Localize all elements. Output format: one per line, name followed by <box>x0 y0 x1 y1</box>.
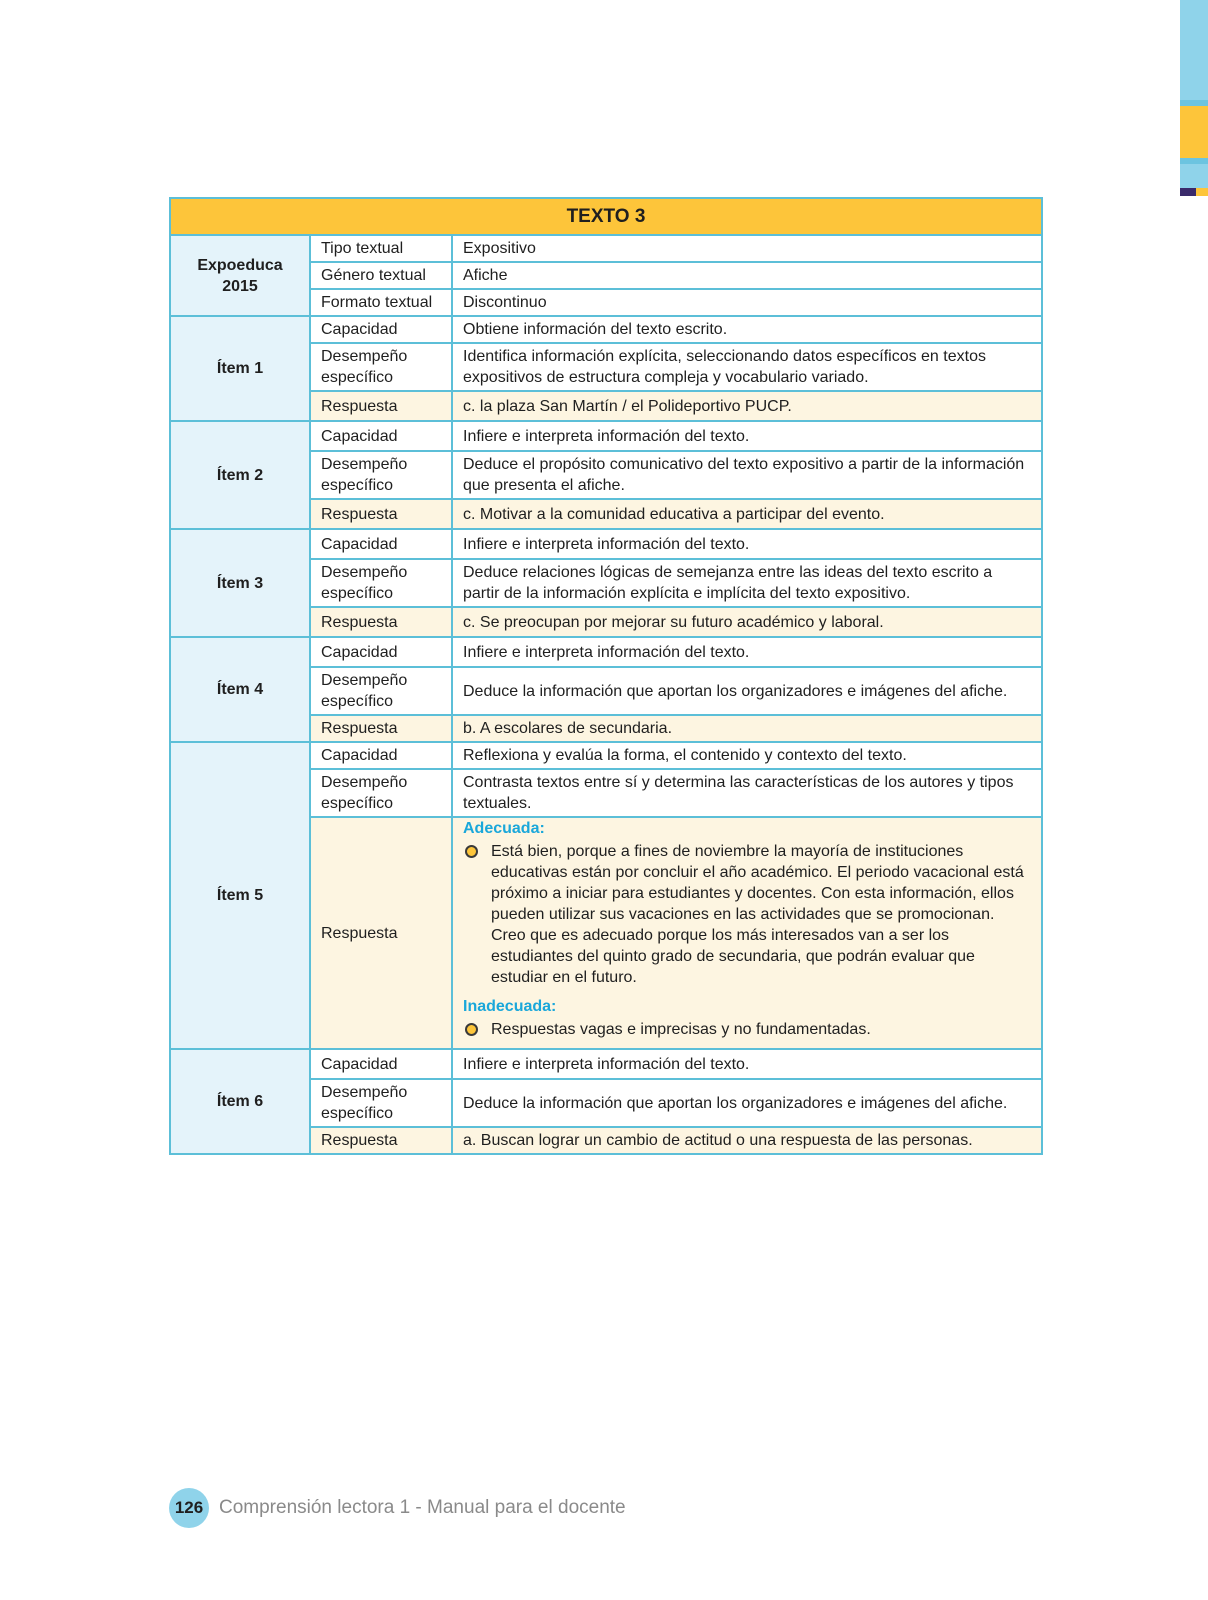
capacidad-label: Capacidad <box>310 1049 452 1079</box>
respuesta-label: Respuesta <box>310 607 452 637</box>
respuesta-label: Respuesta <box>310 817 452 1049</box>
inadecuada-text: Respuestas vagas e imprecisas y no fundamentadas. <box>491 1021 871 1038</box>
desempeno-value: Contrasta textos entre sí y determina las características de los autores y tipos textuales. <box>452 769 1042 817</box>
adecuada-title: Adecuada: <box>463 820 545 837</box>
page-number: 126 <box>169 1488 209 1528</box>
respuesta-value: c. Motivar a la comunidad educativa a participar del evento. <box>452 499 1042 529</box>
desempeno-label: Desempeño específico <box>310 769 452 817</box>
capacidad-value: Infiere e interpreta información del texto. <box>452 1049 1042 1079</box>
desempeno-value: Deduce el propósito comunicativo del texto expositivo a partir de la información que presenta el afiche. <box>452 451 1042 499</box>
adecuada-list <box>463 841 1031 988</box>
answer-key-table <box>169 197 1043 1155</box>
edge-decoration <box>1196 188 1208 196</box>
edge-decoration <box>1180 0 1208 100</box>
desempeno-value: Deduce la información que aportan los organizadores e imágenes del afiche. <box>452 1079 1042 1127</box>
respuesta-value: c. la plaza San Martín / el Polideportivo PUCP. <box>452 391 1042 421</box>
capacidad-value: Obtiene información del texto escrito. <box>452 316 1042 343</box>
item-5-label: Ítem 5 <box>170 742 310 1049</box>
respuesta-label: Respuesta <box>310 499 452 529</box>
footer-title: Comprensión lectora 1 - Manual para el docente <box>219 1497 626 1518</box>
item-6-label: Ítem 6 <box>170 1049 310 1154</box>
desempeno-value: Identifica información explícita, seleccionando datos específicos en textos expositivos de estructura compleja y vocabulario variado. <box>452 343 1042 391</box>
desempeno-label: Desempeño específico <box>310 667 452 715</box>
meta-label: Tipo textual <box>310 235 452 262</box>
capacidad-label: Capacidad <box>310 637 452 667</box>
desempeno-label: Desempeño específico <box>310 1079 452 1127</box>
respuesta-value: a. Buscan lograr un cambio de actitud o una respuesta de las personas. <box>452 1127 1042 1154</box>
capacidad-label: Capacidad <box>310 316 452 343</box>
meta-label: Formato textual <box>310 289 452 316</box>
meta-value: Discontinuo <box>452 289 1042 316</box>
meta-label: Género textual <box>310 262 452 289</box>
meta-value: Afiche <box>452 262 1042 289</box>
capacidad-label: Capacidad <box>310 742 452 769</box>
inadecuada-list <box>463 1019 1031 1040</box>
desempeno-value: Deduce relaciones lógicas de semejanza entre las ideas del texto escrito a partir de la información explícita e implícita del texto expositivo. <box>452 559 1042 607</box>
meta-value: Expositivo <box>452 235 1042 262</box>
desempeno-label: Desempeño específico <box>310 559 452 607</box>
respuesta-value <box>452 817 1042 1049</box>
edge-decoration <box>1180 106 1208 158</box>
inadecuada-title: Inadecuada: <box>463 998 557 1015</box>
item-3-label: Ítem 3 <box>170 529 310 637</box>
item-1-label: Ítem 1 <box>170 316 310 421</box>
edge-decoration <box>1180 164 1208 188</box>
page-footer <box>169 1488 626 1528</box>
item-4-label: Ítem 4 <box>170 637 310 742</box>
table-title: TEXTO 3 <box>170 198 1042 235</box>
capacidad-value: Infiere e interpreta información del texto. <box>452 421 1042 451</box>
respuesta-label: Respuesta <box>310 1127 452 1154</box>
item-2-label: Ítem 2 <box>170 421 310 529</box>
respuesta-label: Respuesta <box>310 715 452 742</box>
list-item <box>463 1019 1031 1040</box>
capacidad-value: Infiere e interpreta información del texto. <box>452 529 1042 559</box>
capacidad-value: Infiere e interpreta información del texto. <box>452 637 1042 667</box>
respuesta-value: c. Se preocupan por mejorar su futuro académico y laboral. <box>452 607 1042 637</box>
capacidad-value: Reflexiona y evalúa la forma, el contenido y contexto del texto. <box>452 742 1042 769</box>
group-expoeduca: Expoeduca 2015 <box>170 235 310 316</box>
respuesta-value: b. A escolares de secundaria. <box>452 715 1042 742</box>
bullet-icon <box>465 1023 478 1036</box>
desempeno-value: Deduce la información que aportan los organizadores e imágenes del afiche. <box>452 667 1042 715</box>
desempeno-label: Desempeño específico <box>310 343 452 391</box>
capacidad-label: Capacidad <box>310 529 452 559</box>
desempeno-label: Desempeño específico <box>310 451 452 499</box>
list-item <box>463 841 1031 988</box>
edge-decoration <box>1180 188 1196 196</box>
adecuada-text: Está bien, porque a fines de noviembre la mayoría de instituciones educativas están por concluir el año académico. El periodo vacacional está próximo a iniciar para estudiantes y docentes. Con esta información, ellos pueden utilizar sus vacaciones en las actividades que se promocionan. Creo que es adecuado porque los más interesados van a ser los estudiantes del quinto grado de secundaria, que podrán evaluar que estudiar en el futuro. <box>491 843 1024 986</box>
respuesta-label: Respuesta <box>310 391 452 421</box>
bullet-icon <box>465 845 478 858</box>
capacidad-label: Capacidad <box>310 421 452 451</box>
